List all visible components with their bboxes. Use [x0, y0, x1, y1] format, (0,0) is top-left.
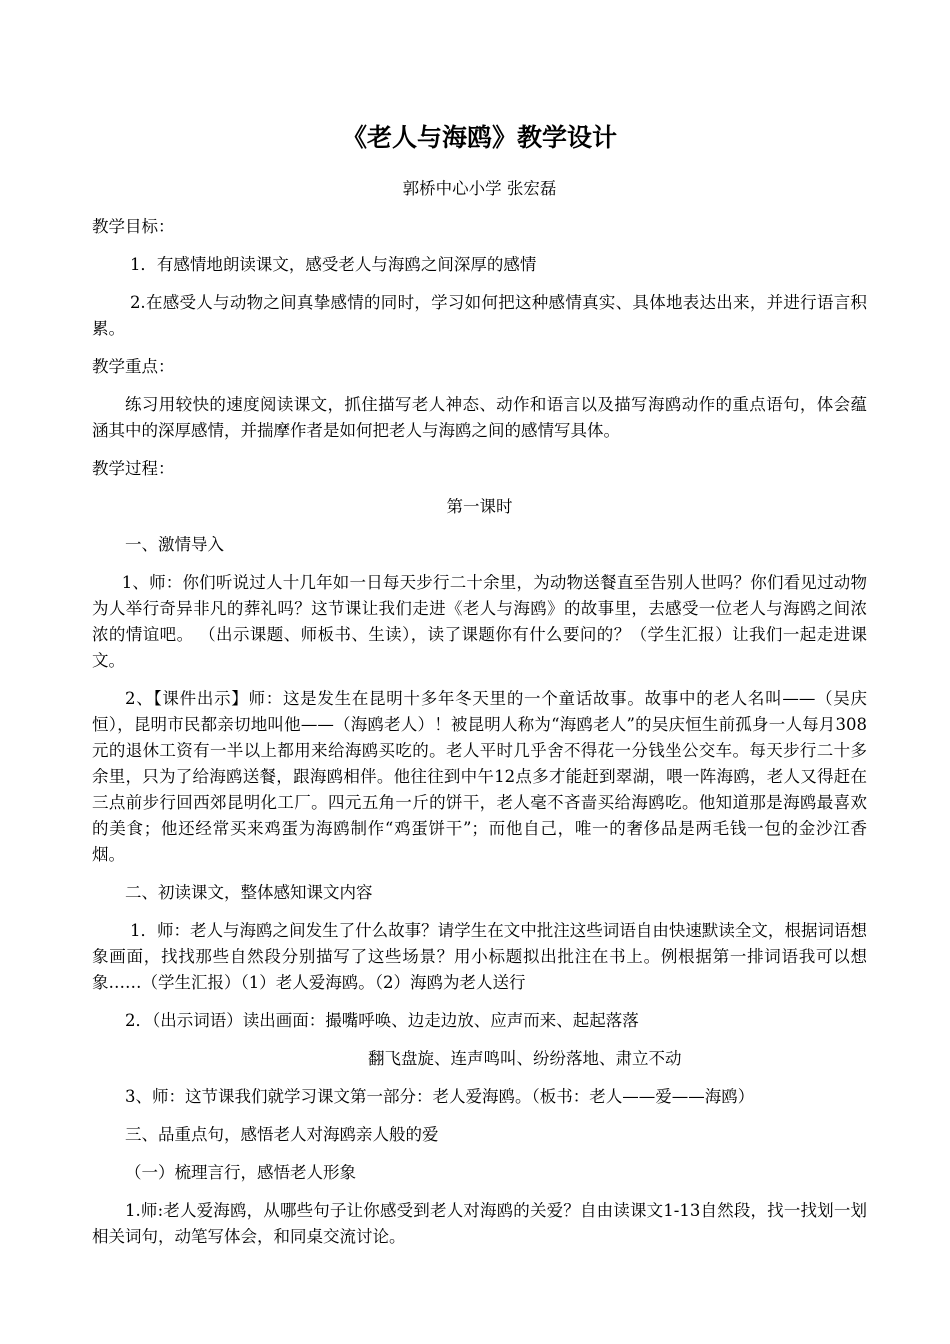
paragraph-5: 3、师：这节课我们就学习课文第一部分：老人爱海鸥。（板书：老人——爱——海鸥） — [125, 1087, 755, 1106]
paragraph-3: 1．师：老人与海鸥之间发生了什么故事？请学生在文中批注这些词语自由快速默读全文，根据词语想象画面，找找那些自然段分别描写了这些场景？用小标题拟出批注在书上。例根据第一排词语我可以想象……（学生汇报）（1）老人爱海鸥。（2）海鸥为老人送行 — [92, 921, 867, 992]
focus-label: 教学重点： — [92, 357, 175, 376]
section-heading-1: 一、激情导入 — [125, 535, 224, 554]
goal-2: 2.在感受人与动物之间真挚感情的同时，学习如何把这种感情真实、具体地表达出来，并进行语言积累。 — [92, 293, 867, 338]
subsection-heading-1: （一）梳理言行，感悟老人形象 — [125, 1163, 356, 1182]
goal-1: 1．有感情地朗读课文，感受老人与海鸥之间深厚的感情 — [129, 255, 537, 274]
document-page — [92, 112, 867, 1262]
process-label: 教学过程： — [92, 459, 175, 478]
author-line: 郭桥中心小学 张宏磊 — [402, 179, 557, 198]
goals-label: 教学目标： — [92, 217, 175, 236]
lesson-heading: 第一课时 — [446, 497, 513, 516]
paragraph-2: 2、【课件出示】师：这是发生在昆明十多年冬天里的一个童话故事。故事中的老人名叫——（吴庆恒），昆明市民都亲切地叫他——（海鸥老人）！被昆明人称为“海鸥老人”的吴庆恒生前孤身一人每月308元的退休工资有一半以上都用来给海鸥买吃的。老人平时几乎舍不得花一分钱坐公交车。每天步行二十多余里，只为了给海鸥送餐，跟海鸥相伴。他往往到中午12点多才能赶到翠湖，喂一阵海鸥，老人又得赶在三点前步行回西郊昆明化工厂。四元五角一斤的饼干，老人毫不吝啬买给海鸥吃。他知道那是海鸥最喜欢的美食；他还经常买来鸡蛋为海鸥制作“鸡蛋饼干”；而他自己，唯一的奢侈品是两毛钱一包的金沙江香烟。 — [92, 689, 867, 864]
paragraph-1: 1、师：你们听说过人十几年如一日每天步行二十余里，为动物送餐直至告别人世吗？你们看见过动物为人举行奇异非凡的葬礼吗？这节课让我们走进《老人与海鸥》的故事里，去感受一位老人与海鸥之间浓浓的情谊吧。 （出示课题、师板书、生读），读了课题你有什么要问的？（学生汇报）让我们一起走进课文。 — [92, 573, 867, 670]
section-heading-3: 三、品重点句，感悟老人对海鸥亲人般的爱 — [125, 1125, 439, 1144]
paragraph-4: 2．（出示词语）读出画面：撮嘴呼唤、边走边放、应声而来、起起落落 — [125, 1011, 639, 1030]
focus-text: 练习用较快的速度阅读课文，抓住描写老人神态、动作和语言以及描写海鸥动作的重点语句，体会蕴涵其中的深厚感情，并揣摩作者是如何把老人与海鸥之间的感情写具体。 — [92, 395, 867, 440]
document-title: 《老人与海鸥》教学设计 — [341, 123, 617, 152]
section-heading-2: 二、初读课文，整体感知课文内容 — [125, 883, 373, 902]
paragraph-4-words: 翻飞盘旋、连声鸣叫、纷纷落地、肃立不动 — [368, 1049, 682, 1068]
paragraph-6: 1.师:老人爱海鸥，从哪些句子让你感受到老人对海鸥的关爱？自由读课文1-13自然段，找一找划一划相关词句，动笔写体会，和同桌交流讨论。 — [92, 1201, 867, 1246]
